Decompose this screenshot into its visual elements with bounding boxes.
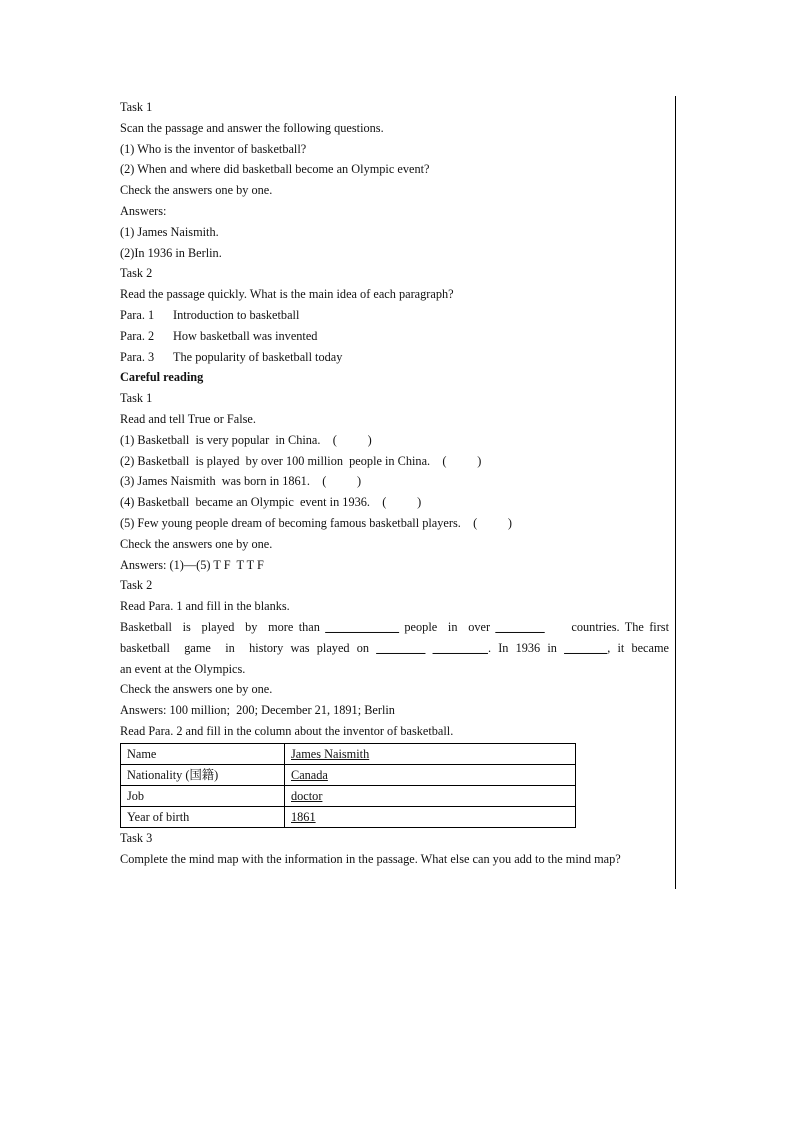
fill-blank[interactable]: ________ (376, 640, 426, 655)
fill-text: countries. The first (544, 619, 670, 634)
true-false-statement: (4) Basketball became an Olympic event in 1936. ( ) (120, 495, 422, 510)
para-number: Para. 3 (120, 349, 155, 364)
true-false-statement: (2) Basketball is played by over 100 million people in China. ( ) (120, 453, 482, 468)
answer: (2)In 1936 in Berlin. (120, 245, 222, 260)
table-value[interactable]: Canada (285, 764, 576, 785)
fill-text: Basketball is played by more than (120, 619, 326, 634)
table-label: Year of birth (121, 806, 285, 827)
question: (1) Who is the inventor of basketball? (120, 141, 307, 156)
fill-text: people in over (399, 619, 496, 634)
para-main-idea: The popularity of basketball today (173, 349, 343, 364)
table-label: Nationality (国籍) (121, 764, 285, 785)
check-note: Check the answers one by one. (120, 183, 273, 198)
para-idea (120, 347, 669, 368)
section-heading: Careful reading (120, 370, 204, 385)
task-instruction: Complete the mind map with the information in the passage. What else can you add to the mind map? (120, 851, 621, 866)
para-number: Para. 2 (120, 328, 155, 343)
table-value[interactable]: James Naismith (285, 743, 576, 764)
answers: Answers: 100 million; 200; December 21, 1891; Berlin (120, 703, 395, 718)
table-value[interactable]: doctor (285, 785, 576, 806)
task-title: Task 2 (120, 266, 153, 281)
table-label: Name (121, 743, 285, 764)
fill-line: an event at the Olympics. (120, 661, 246, 676)
task-title: Task 1 (120, 391, 153, 406)
task-instruction: Read and tell True or False. (120, 411, 256, 426)
question: (2) When and where did basketball become an Olympic event? (120, 162, 430, 177)
true-false-statement: (5) Few young people dream of becoming famous basketball players. ( ) (120, 515, 513, 530)
answers-label: Answers: (120, 203, 167, 218)
task-instruction: Read Para. 1 and fill in the blanks. (120, 599, 290, 614)
fill-text (425, 641, 432, 655)
para-idea (120, 326, 669, 347)
check-note: Check the answers one by one. (120, 682, 273, 697)
fill-line (120, 617, 669, 638)
table-row (121, 806, 576, 827)
para-main-idea: How basketball was invented (173, 328, 318, 343)
fill-blank[interactable]: _______ (564, 640, 608, 655)
fill-line (120, 638, 669, 659)
answer: (1) James Naismith. (120, 224, 219, 239)
task-title: Task 1 (120, 100, 153, 114)
task-title: Task 2 (120, 578, 153, 593)
table-row (121, 785, 576, 806)
task-instruction: Scan the passage and answer the following questions. (120, 120, 384, 135)
task-title: Task 3 (120, 830, 153, 845)
answers: Answers: (1)—(5) T F T T F (120, 557, 264, 572)
para-idea (120, 305, 669, 326)
task-instruction: Read the passage quickly. What is the main idea of each paragraph? (120, 287, 454, 302)
inventor-table (120, 743, 576, 828)
fill-text: . In 1936 in (487, 640, 565, 655)
table-right-border (675, 96, 676, 889)
table-label: Job (121, 785, 285, 806)
fill-blank[interactable]: ____________ (325, 619, 400, 634)
fill-in-paragraph (120, 617, 669, 679)
fill-text: , it became (607, 640, 669, 655)
table-row (121, 764, 576, 785)
table-row (121, 743, 576, 764)
true-false-statement: (1) Basketball is very popular in China. ( ) (120, 432, 372, 447)
fill-text: basketball game in history was played on (120, 640, 377, 655)
true-false-statement: (3) James Naismith was born in 1861. ( ) (120, 474, 362, 489)
check-note: Check the answers one by one. (120, 536, 273, 551)
table-value[interactable]: 1861 (285, 806, 576, 827)
task-instruction: Read Para. 2 and fill in the column about the inventor of basketball. (120, 723, 454, 738)
lesson-content (120, 97, 669, 869)
fill-blank[interactable]: _________ (432, 640, 488, 655)
para-main-idea: Introduction to basketball (173, 307, 300, 322)
para-number: Para. 1 (120, 307, 155, 322)
fill-blank[interactable]: ________ (495, 619, 545, 634)
